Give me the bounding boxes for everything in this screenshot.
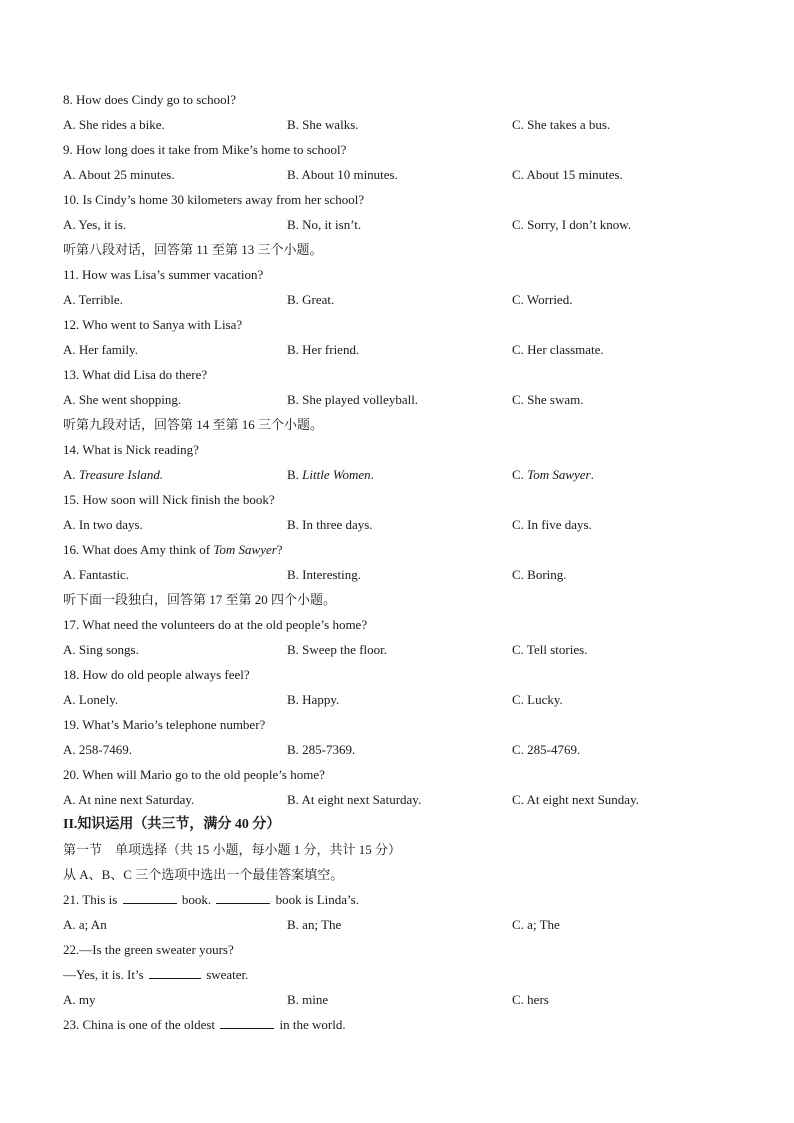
- option-a: A. my: [63, 992, 96, 1007]
- option-c: C. a; The: [512, 917, 560, 932]
- options-20: [63, 787, 743, 812]
- question-stem: 21. This is book. book is Linda’s.: [63, 892, 359, 907]
- instruction-dialog-8: [63, 237, 743, 262]
- option-a: A. Sing songs.: [63, 642, 139, 657]
- options-17: [63, 637, 743, 662]
- option-b: B. In three days.: [287, 517, 373, 532]
- option-c: C. In five days.: [512, 517, 592, 532]
- options-14: [63, 462, 743, 487]
- option-a: A. She rides a bike.: [63, 117, 165, 132]
- option-c: C. Her classmate.: [512, 342, 604, 357]
- book-title: Tom Sawyer: [527, 467, 591, 482]
- question-22: [63, 937, 743, 962]
- book-title: Treasure Island.: [78, 467, 164, 482]
- option-b: B. mine: [287, 992, 329, 1007]
- option-b: B. Her friend.: [287, 342, 360, 357]
- section-title: II.知识运用（共三节，满分 40 分）: [63, 817, 281, 832]
- options-13: [63, 387, 743, 412]
- option-a: A. Fantastic.: [63, 567, 130, 582]
- option-b: B. Sweep the floor.: [287, 642, 388, 657]
- option-c: C. hers: [512, 992, 549, 1007]
- question-stem: 8. How does Cindy go to school?: [63, 92, 236, 107]
- option-b: B. 285-7369.: [287, 742, 356, 757]
- option-a: A. Yes, it is.: [63, 217, 127, 232]
- question-stem: 22.—Is the green sweater yours?: [63, 942, 234, 957]
- option-c: C. She swam.: [512, 392, 584, 407]
- answer-blank[interactable]: [220, 1014, 274, 1029]
- reply-text: —Yes, it is. It’s sweater.: [63, 967, 248, 982]
- question-stem: 10. Is Cindy’s home 30 kilometers away from her school?: [63, 192, 365, 207]
- option-b: B. Little Women.: [287, 467, 374, 482]
- part-instruction: [63, 862, 743, 887]
- part-title: 第一节 单项选择（共 15 小题，每小题 1 分，共计 15 分）: [63, 842, 402, 857]
- option-c: C. She takes a bus.: [512, 117, 611, 132]
- option-b: B. Great.: [287, 292, 335, 307]
- question-20: [63, 762, 743, 787]
- answer-blank[interactable]: [123, 889, 177, 904]
- question-stem: 23. China is one of the oldest in the world.: [63, 1017, 346, 1032]
- option-c: C. 285-4769.: [512, 742, 581, 757]
- option-b: B. About 10 minutes.: [287, 167, 398, 182]
- option-a: A. In two days.: [63, 517, 143, 532]
- option-b: B. At eight next Saturday.: [287, 792, 422, 807]
- exam-page: [63, 87, 743, 1037]
- question-21: [63, 887, 743, 912]
- option-a: A. At nine next Saturday.: [63, 792, 195, 807]
- book-title: Little Women: [302, 467, 371, 482]
- question-stem: 19. What’s Mario’s telephone number?: [63, 717, 266, 732]
- options-12: [63, 337, 743, 362]
- question-17: [63, 612, 743, 637]
- question-18: [63, 662, 743, 687]
- section-heading: [63, 812, 743, 837]
- question-16: [63, 537, 743, 562]
- question-22-reply: [63, 962, 743, 987]
- option-a: A. Her family.: [63, 342, 138, 357]
- question-stem: 20. When will Mario go to the old people’s home?: [63, 767, 325, 782]
- option-b: B. an; The: [287, 917, 342, 932]
- instruction-text: 听第九段对话，回答第 14 至第 16 三个小题。: [63, 417, 324, 432]
- option-a: A. 258-7469.: [63, 742, 132, 757]
- options-18: [63, 687, 743, 712]
- option-c: C. Worried.: [512, 292, 573, 307]
- option-b: B. She walks.: [287, 117, 359, 132]
- option-a: A. Lonely.: [63, 692, 119, 707]
- option-c: C. Tom Sawyer.: [512, 467, 594, 482]
- option-c: C. About 15 minutes.: [512, 167, 623, 182]
- answer-blank[interactable]: [216, 889, 270, 904]
- option-c: C. Sorry, I don’t know.: [512, 217, 632, 232]
- book-title: Tom Sawyer: [213, 542, 277, 557]
- options-16: [63, 562, 743, 587]
- question-stem: 18. How do old people always feel?: [63, 667, 250, 682]
- instruction-text: 听第八段对话，回答第 11 至第 13 三个小题。: [63, 242, 323, 257]
- options-8: [63, 112, 743, 137]
- option-a: A. Terrible.: [63, 292, 123, 307]
- option-a: A. About 25 minutes.: [63, 167, 175, 182]
- instruction-dialog-9: [63, 412, 743, 437]
- question-stem: 12. Who went to Sanya with Lisa?: [63, 317, 243, 332]
- instruction-text: 听下面一段独白，回答第 17 至第 20 四个小题。: [63, 592, 337, 607]
- option-b: B. No, it isn’t.: [287, 217, 362, 232]
- options-22: [63, 987, 743, 1012]
- question-12: [63, 312, 743, 337]
- option-b: B. Happy.: [287, 692, 340, 707]
- option-c: C. At eight next Sunday.: [512, 792, 639, 807]
- question-10: [63, 187, 743, 212]
- question-14: [63, 437, 743, 462]
- option-c: C. Lucky.: [512, 692, 563, 707]
- question-11: [63, 262, 743, 287]
- question-8: [63, 87, 743, 112]
- question-stem: 11. How was Lisa’s summer vacation?: [63, 267, 264, 282]
- instruction-text: 从 A、B、C 三个选项中选出一个最佳答案填空。: [63, 867, 344, 882]
- option-c: C. Boring.: [512, 567, 567, 582]
- options-10: [63, 212, 743, 237]
- question-stem: 17. What need the volunteers do at the old people’s home?: [63, 617, 368, 632]
- options-21: [63, 912, 743, 937]
- option-a: A. She went shopping.: [63, 392, 182, 407]
- question-19: [63, 712, 743, 737]
- option-b: B. Interesting.: [287, 567, 362, 582]
- part-heading: [63, 837, 743, 862]
- question-9: [63, 137, 743, 162]
- question-stem: 9. How long does it take from Mike’s home to school?: [63, 142, 347, 157]
- options-11: [63, 287, 743, 312]
- question-stem: 14. What is Nick reading?: [63, 442, 199, 457]
- options-19: [63, 737, 743, 762]
- option-a: A. Treasure Island.: [63, 467, 164, 482]
- question-15: [63, 487, 743, 512]
- question-stem: 16. What does Amy think of Tom Sawyer?: [63, 542, 283, 557]
- instruction-monologue: [63, 587, 743, 612]
- question-23: [63, 1012, 743, 1037]
- question-stem: 15. How soon will Nick finish the book?: [63, 492, 275, 507]
- option-b: B. She played volleyball.: [287, 392, 419, 407]
- option-a: A. a; An: [63, 917, 107, 932]
- options-9: [63, 162, 743, 187]
- question-13: [63, 362, 743, 387]
- option-c: C. Tell stories.: [512, 642, 588, 657]
- answer-blank[interactable]: [149, 964, 201, 979]
- question-stem: 13. What did Lisa do there?: [63, 367, 208, 382]
- options-15: [63, 512, 743, 537]
